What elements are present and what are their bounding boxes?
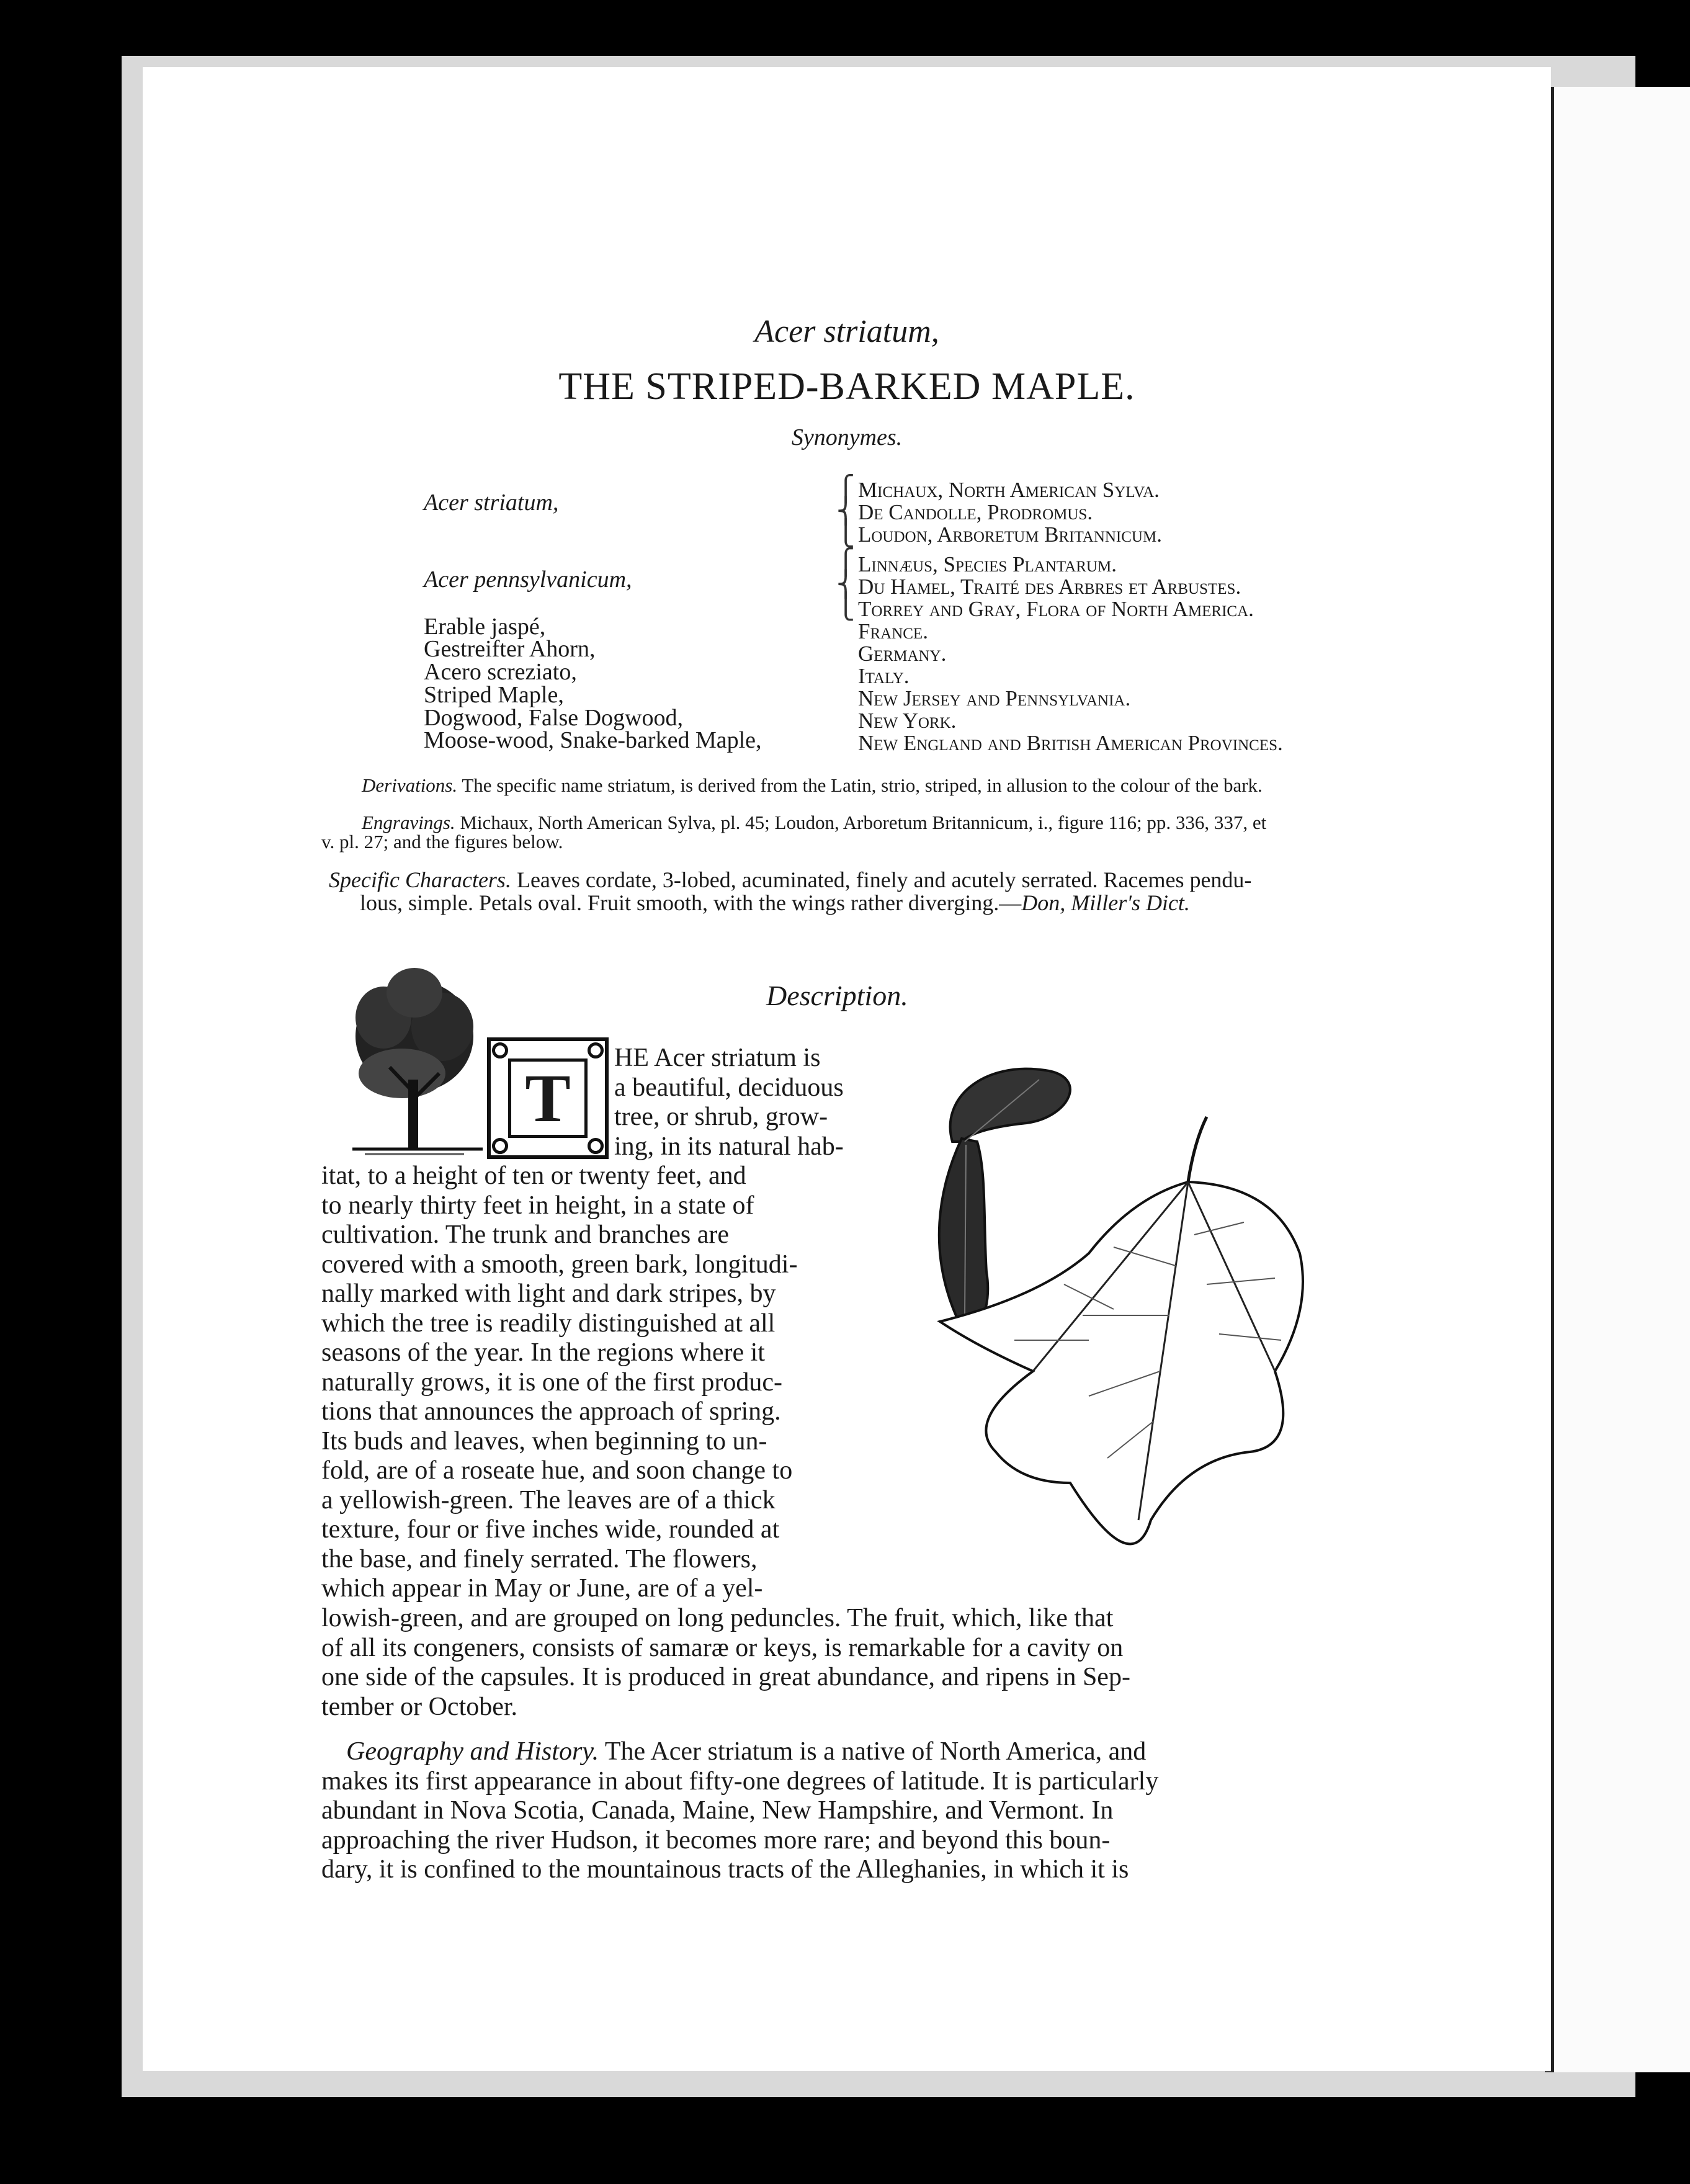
description-line: a beautiful, deciduous — [614, 1073, 844, 1102]
description-line: HE Acer striatum is — [614, 1044, 821, 1072]
synonym-left-5: Acero screziato, — [424, 659, 577, 685]
ornament-corner — [588, 1138, 604, 1154]
geography-text: The Acer striatum is a native of North America, and — [604, 1737, 1147, 1766]
description-line: of all its congeners, consists of samaræ or keys, is remarkable for a cavity on — [321, 1633, 1124, 1662]
geography-block — [321, 1737, 1364, 1885]
synonym-right-5: Du Hamel, Traité des Arbres et Arbustes. — [858, 575, 1241, 599]
leaf-and-samara-illustration — [928, 1049, 1368, 1595]
geography-line: approaching the river Hudson, it becomes more rare; and beyond this boun- — [321, 1825, 1111, 1855]
description-heading: Description. — [766, 980, 908, 1011]
description-line: one side of the capsules. It is produced in great abundance, and ripens in Sep- — [321, 1663, 1130, 1691]
engravings-line-1 — [362, 813, 1379, 833]
species-name: Acer striatum, — [754, 314, 939, 349]
description-line: a yellowish-green. The leaves are of a thick — [321, 1485, 776, 1515]
description-full-block — [321, 1604, 1364, 1722]
ornament-corner — [492, 1138, 508, 1154]
description-mid-block — [321, 1161, 917, 1604]
facing-page-edge — [1551, 87, 1690, 2072]
derivations-text: The specific name striatum, is derived from the Latin, strio, striped, in allusion to the colour of the bark. — [462, 774, 1263, 796]
synonym-right-7: France. — [858, 619, 928, 643]
description-line: naturally grows, it is one of the first produc- — [321, 1367, 782, 1397]
description-line: ing, in its natural hab- — [614, 1132, 844, 1161]
description-line: Its buds and leaves, when beginning to un- — [321, 1426, 767, 1456]
geography-first-line — [321, 1737, 1364, 1767]
description-line: lowish-green, and are grouped on long peduncles. The fruit, which, like that — [321, 1604, 1114, 1632]
brace-group-1: ⎧ ⎨ ⎩ — [836, 475, 855, 548]
geography-line: abundant in Nova Scotia, Canada, Maine, New Hampshire, and Vermont. In — [321, 1796, 1114, 1825]
description-narrow-block — [614, 1044, 917, 1161]
synonym-right-1: Michaux, North American Sylva. — [858, 478, 1160, 502]
synonymes-heading: Synonymes. — [791, 424, 903, 450]
synonym-left-3: Erable jaspé, — [424, 614, 546, 640]
specific-label: Specific Characters. — [329, 867, 511, 892]
synonym-right-2: De Candolle, Prodromus. — [858, 500, 1093, 524]
page-title: THE STRIPED-BARKED MAPLE. — [558, 365, 1135, 408]
engravings-line-2: v. pl. 27; and the figures below. — [321, 831, 563, 853]
specific-text-2: lous, simple. Petals oval. Fruit smooth, with the wings rather diverging.— — [360, 890, 1022, 915]
description-line: texture, four or five inches wide, rounded at — [321, 1515, 780, 1544]
synonym-right-8: Germany. — [858, 642, 947, 666]
synonym-right-10: New Jersey and Pennsylvania. — [858, 686, 1131, 710]
synonym-left-8: Moose-wood, Snake-barked Maple, — [424, 727, 762, 753]
description-line: cultivation. The trunk and branches are — [321, 1220, 729, 1249]
maple-leaf — [940, 1117, 1303, 1544]
specific-text-1: Leaves cordate, 3-lobed, acuminated, finely and acutely serrated. Racemes pendu- — [516, 867, 1252, 892]
ornament-corner — [588, 1042, 604, 1058]
ornament-corner — [492, 1042, 508, 1058]
specific-characters-line-2 — [360, 892, 1190, 915]
engravings-label: Engravings. — [362, 812, 455, 833]
synonym-left-6: Striped Maple, — [424, 682, 564, 708]
synonym-left-2: Acer pennsylvanicum, — [424, 566, 632, 593]
drop-cap-letter: T — [508, 1058, 588, 1138]
synonym-left-1: Acer striatum, — [424, 490, 559, 516]
description-line: itat, to a height of ten or twenty feet, and — [321, 1161, 746, 1190]
geography-line: dary, it is confined to the mountainous tracts of the Alleghanies, in which it is — [321, 1855, 1129, 1884]
brace-group-2: ⎧ ⎨ ⎩ — [836, 548, 855, 621]
synonym-right-3: Loudon, Arboretum Britannicum. — [858, 522, 1162, 547]
description-line: nally marked with light and dark stripes, by — [321, 1279, 776, 1308]
description-line: which appear in May or June, are of a yel- — [321, 1574, 763, 1603]
engravings-text-1: Michaux, North American Sylva, pl. 45; Loudon, Arboretum Britannicum, i., figure 116; pp. 336, 337, et — [460, 812, 1267, 833]
derivations-label: Derivations. — [362, 774, 458, 796]
synonym-right-4: Linnæus, Species Plantarum. — [858, 552, 1117, 576]
description-line: the base, and finely serrated. The flowers, — [321, 1544, 758, 1573]
derivations-note — [362, 776, 1354, 795]
specific-source: Don, Miller's Dict. — [1021, 890, 1190, 915]
drop-cap-frame — [487, 1037, 609, 1159]
specific-characters-line-1 — [329, 869, 1371, 892]
description-line: which the tree is readily distinguished at all — [321, 1309, 776, 1338]
synonym-right-9: Italy. — [858, 664, 910, 688]
geography-line: makes its first appearance in about fifty-one degrees of latitude. It is particularly — [321, 1766, 1159, 1796]
description-line: to nearly thirty feet in height, in a state of — [321, 1191, 754, 1220]
synonym-left-7: Dogwood, False Dogwood, — [424, 705, 683, 731]
tree-illustration — [340, 968, 489, 1166]
description-line: tions that announces the approach of spring. — [321, 1397, 781, 1426]
geography-label: Geography and History. — [346, 1737, 599, 1766]
description-line: tree, or shrub, grow- — [614, 1103, 828, 1131]
synonym-right-12: New England and British American Provinces. — [858, 731, 1283, 755]
synonym-left-4: Gestreifter Ahorn, — [424, 636, 596, 662]
description-line: fold, are of a roseate hue, and soon change to — [321, 1456, 793, 1485]
synonym-right-11: New York. — [858, 709, 957, 733]
description-line: seasons of the year. In the regions where it — [321, 1338, 765, 1367]
description-line: covered with a smooth, green bark, longitudi- — [321, 1250, 798, 1279]
description-line: tember or October. — [321, 1692, 518, 1721]
synonym-right-6: Torrey and Gray, Flora of North America. — [858, 597, 1254, 621]
